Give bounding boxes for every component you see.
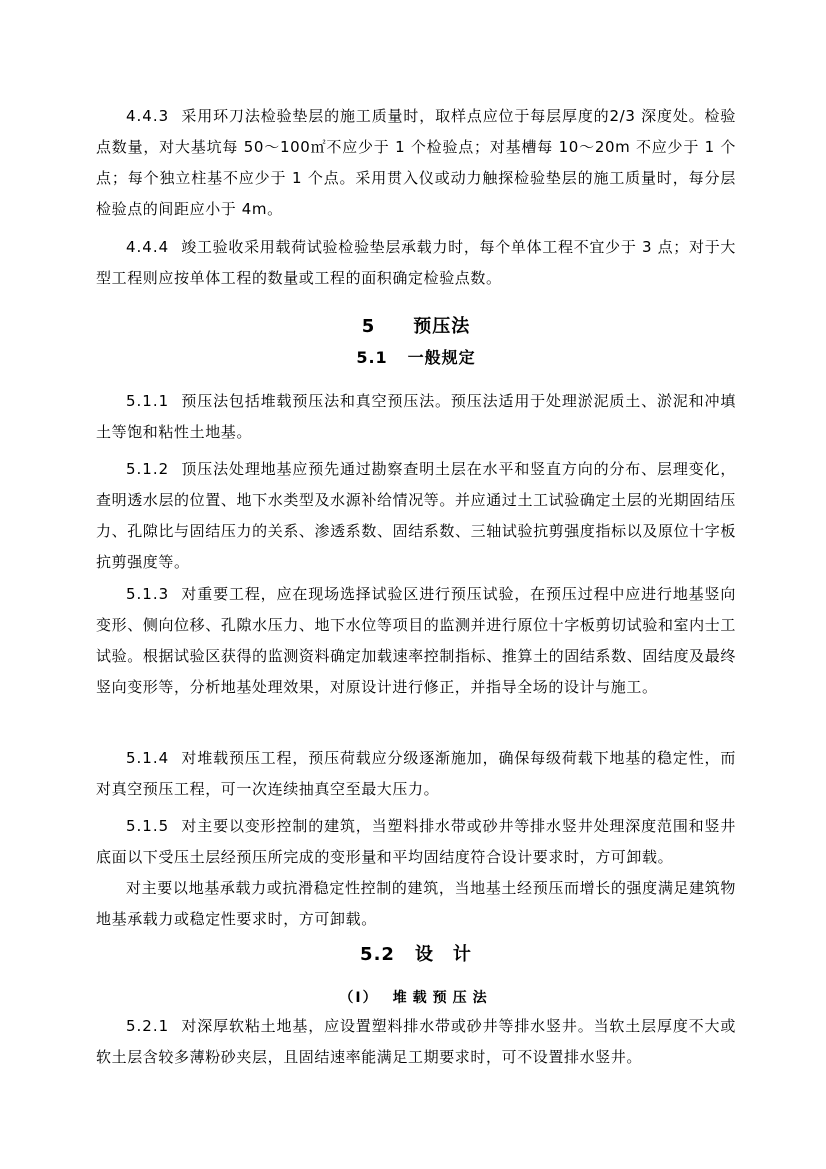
clause-4-4-4 bbox=[96, 232, 736, 294]
clause-text: 对主要以变形控制的建筑，当塑料排水带或砂井等排水竖井处理深度范围和竖井底面以下受压土层经预压所完成的变形量和平均固结度符合设计要求时，方可卸载。 bbox=[96, 817, 736, 866]
clause-number: 5.1.1 bbox=[126, 392, 170, 410]
section-number: 5.2 bbox=[360, 944, 395, 965]
clause-text: 顶压法处理地基应预先通过勘察查明土层在水平和竖直方向的分布、层理变化，查明透水层的位置、地下水类型及水源补给情况等。并应通过土工试验确定土层的光期固结压力、孔隙比与固结压力的关系、渗透系数、固结系数、三轴试验抗剪强度指标以及原位十字板抗剪强度等。 bbox=[96, 460, 736, 571]
clause-text: 采用环刀法检验垫层的施工质量时，取样点应位于每层厚度的2/3 深度处。检验点数量，对大基坑每 50～100㎡不应少于 1 个检验点；对基槽每 10～20m 不应少于 1 个点；每个独立柱基不应少于 1 个点。采用贯入仪或动力触探检验垫层的施工质量时，每分层检验点的间距应小于 4m。 bbox=[96, 107, 736, 218]
clause-text: 预压法包括堆载预压法和真空预压法。预压法适用于处理淤泥质土、淤泥和冲填土等饱和粘性土地基。 bbox=[96, 392, 736, 441]
clause-4-4-3 bbox=[96, 101, 736, 225]
clause-text: 对深厚软粘土地基，应设置塑料排水带或砂井等排水竖井。当软土层厚度不大或软土层含较多薄粉砂夹层，且固结速率能满足工期要求时，可不设置排水竖井。 bbox=[96, 1017, 736, 1066]
subsection-heading bbox=[96, 987, 736, 1007]
subsection-number: （Ⅰ） bbox=[339, 990, 379, 1006]
chapter-title: 预压法 bbox=[413, 316, 471, 337]
subsection-title: 堆载预压法 bbox=[392, 990, 493, 1006]
clause-5-1-1 bbox=[96, 386, 736, 448]
chapter-number: 5 bbox=[361, 316, 376, 337]
clause-5-1-5 bbox=[96, 811, 736, 873]
clause-5-1-2 bbox=[96, 454, 736, 578]
clause-number: 5.1.4 bbox=[126, 749, 170, 767]
chapter-heading bbox=[96, 312, 736, 338]
clause-text: 对主要以地基承载力或抗滑稳定性控制的建筑，当地基土经预压而增长的强度满足建筑物地基承载力或稳定性要求时，方可卸载。 bbox=[96, 879, 736, 928]
clause-number: 4.4.4 bbox=[126, 238, 170, 256]
clause-number: 5.1.3 bbox=[126, 585, 170, 603]
clause-5-1-5-continued bbox=[96, 873, 736, 935]
clause-5-2-1 bbox=[96, 1011, 736, 1073]
clause-number: 5.1.5 bbox=[126, 817, 170, 835]
section-title: 一般规定 bbox=[407, 348, 476, 367]
clause-number: 5.1.2 bbox=[126, 460, 170, 478]
section-heading-5-2 bbox=[96, 940, 736, 966]
clause-5-1-4 bbox=[96, 743, 736, 805]
clause-text: 对堆载预压工程，预压荷载应分级逐渐施加，确保每级荷载下地基的稳定性，而对真空预压工程，可一次连续抽真空至最大压力。 bbox=[96, 749, 736, 798]
section-number: 5.1 bbox=[356, 348, 388, 367]
section-heading-5-1 bbox=[96, 345, 736, 368]
clause-number: 4.4.3 bbox=[126, 107, 170, 125]
clause-5-1-3 bbox=[96, 579, 736, 703]
clause-number: 5.2.1 bbox=[126, 1017, 170, 1035]
clause-text: 对重要工程，应在现场选择试验区进行预压试验，在预压过程中应进行地基竖向变形、侧向位移、孔隙水压力、地下水位等项目的监测并进行原位十字板剪切试验和室内士工试验。根据试验区获得的监测资料确定加载速率控制指标、推算土的固结系数、固结度及最终竖向变形等，分析地基处理效果，对原设计进行修正，并指导全场的设计与施工。 bbox=[96, 585, 736, 696]
clause-text: 竣工验收采用载荷试验检验垫层承载力时，每个单体工程不宜少于 3 点；对于大型工程则应按单体工程的数量或工程的面积确定检验点数。 bbox=[96, 238, 736, 287]
section-title: 设 计 bbox=[414, 944, 472, 965]
